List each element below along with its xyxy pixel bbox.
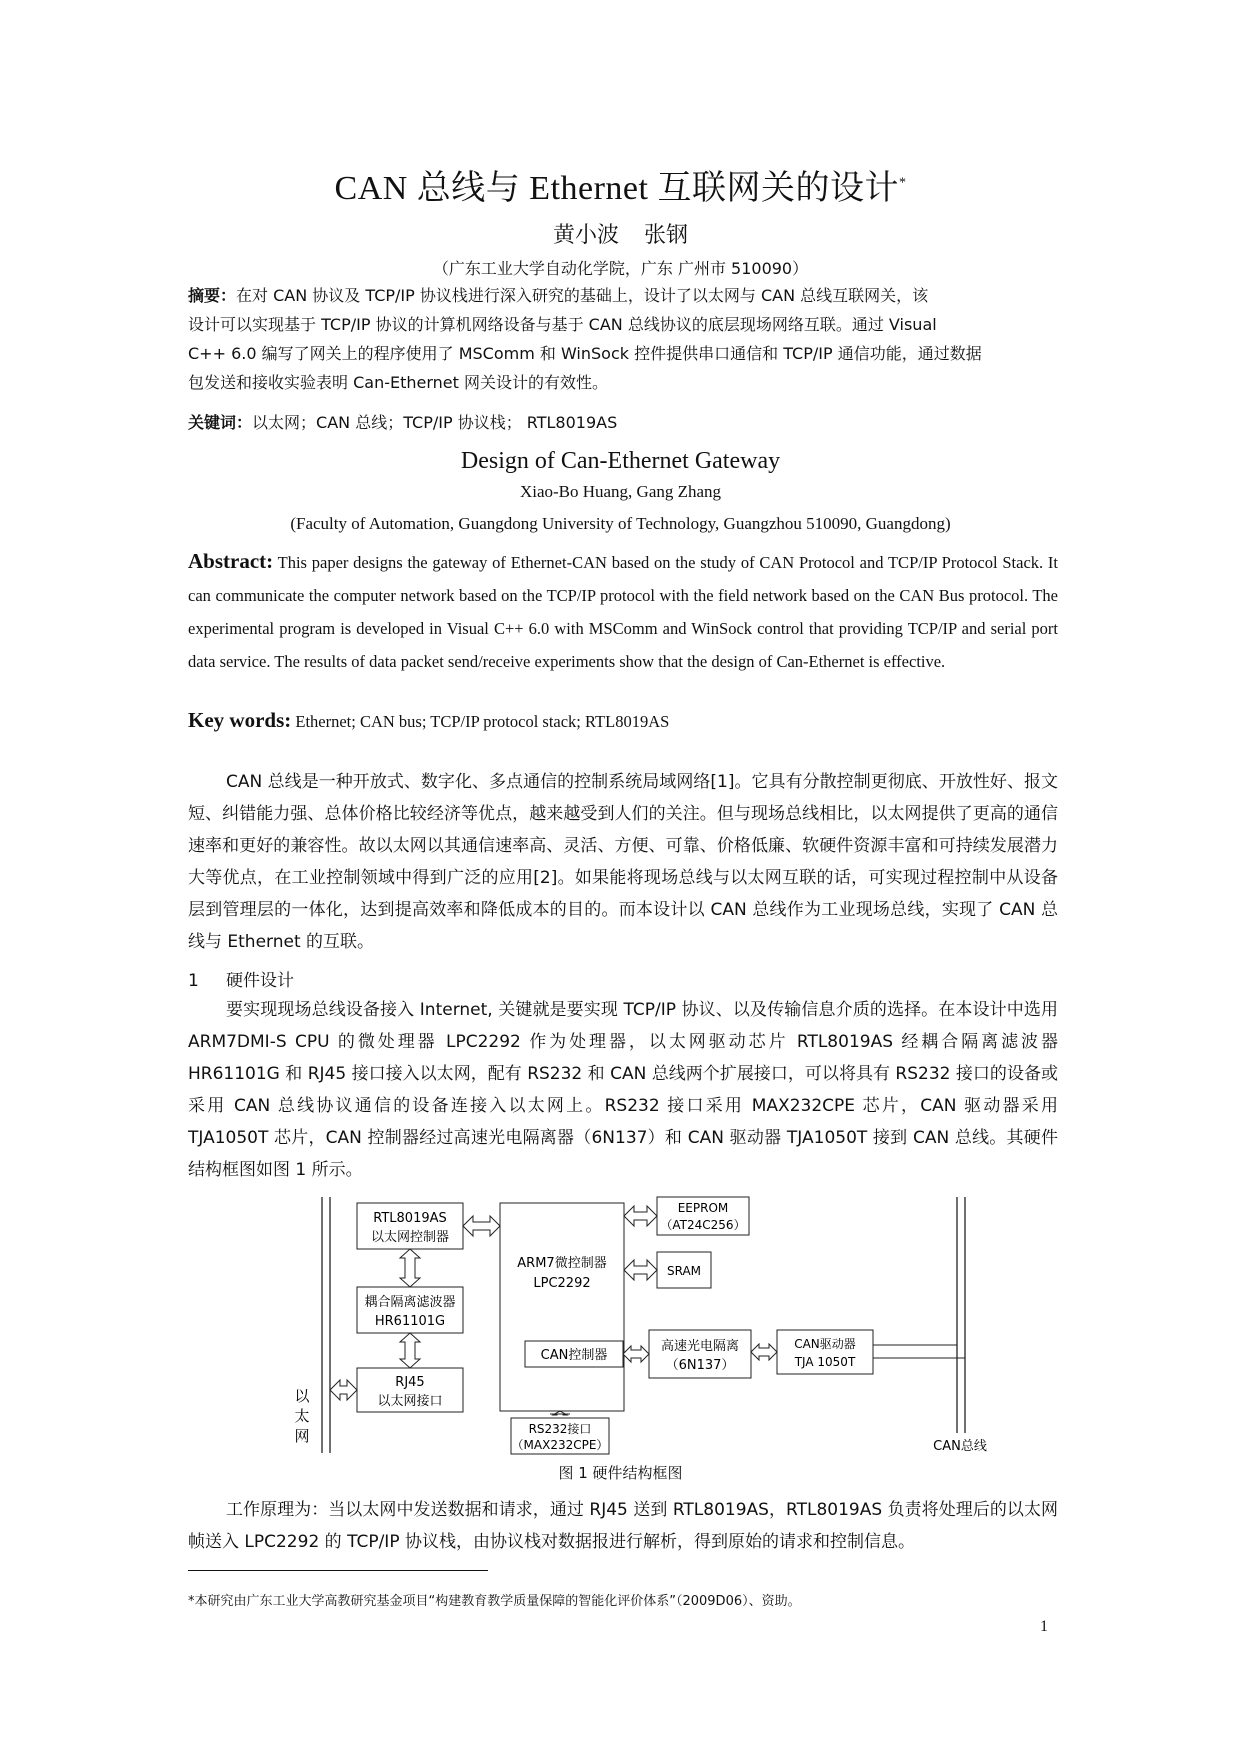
filter-label: HR61101G	[374, 1314, 446, 1329]
rtl8019as-label: 以太网控制器	[370, 1230, 450, 1245]
ethernet-label: 网	[294, 1427, 310, 1445]
title-text: CAN 总线与 Ethernet 互联网关的设计	[334, 170, 899, 207]
english-abstract-label: Abstract:	[188, 549, 274, 573]
filter-label: 耦合隔离滤波器	[364, 1295, 456, 1310]
can-controller-label: CAN控制器	[540, 1348, 608, 1363]
can-bus-label: CAN总线	[933, 1439, 987, 1454]
hardware-paragraph: 要实现现场总线设备接入 Internet, 关键就是要实现 TCP/IP 协议、以及传输信息介质的选择。在本设计中选用 ARM7DMI-S CPU 的微处理器 LPC2292 作为处理器，以太网驱动芯片 RTL8019AS 经耦合隔离滤波器 HR61101G 和 RJ45 接口接入以太网，配有 RS232 和 CAN 总线两个扩展接口，可以将具有 RS232 接口的设备或采用 CAN 总线协议通信的设备连接入以太网上。RS232 接口采用 MAX232CPE 芯片，CAN 驱动器采用 TJA1050T 芯片，CAN 控制器经过高速光电隔离器（6N137）和 CAN 驱动器 TJA1050T 接到 CAN 总线。其硬件结构框图如图 1 所示。	[188, 1000, 1058, 1180]
opto-label: （6N137）	[665, 1358, 735, 1373]
double-arrow-icon	[624, 1260, 657, 1280]
abstract-cn-label: 摘要：	[188, 286, 237, 305]
page-number: 1	[1040, 1618, 1048, 1635]
abstract-cn-line: 包发送和接收实验表明 Can-Ethernet 网关设计的有效性。	[188, 373, 608, 392]
arm-label: ARM7微控制器	[517, 1256, 607, 1271]
abstract-cn-line: 设计可以实现基于 TCP/IP 协议的计算机网络设备与基于 CAN 总线协议的底层现场网络互联。通过 Visual	[188, 315, 937, 334]
affiliation: （广东工业大学自动化学院，广东 广州市 510090）	[432, 259, 809, 278]
section-title: 硬件设计	[226, 971, 294, 991]
rj45-label: 以太网接口	[377, 1394, 443, 1409]
double-arrow-vertical-icon	[400, 1333, 420, 1368]
eeprom-label: EEPROM	[677, 1201, 729, 1215]
abstract-cn-line	[188, 281, 1058, 310]
keywords-cn-label: 关键词：	[188, 413, 253, 432]
abstract-cn-line: C++ 6.0 编写了网关上的程序使用了 MSComm 和 WinSock 控件提供串口通信和 TCP/IP 通信功能，通过数据	[188, 344, 982, 363]
double-arrow-icon	[623, 1346, 649, 1362]
eeprom-label: （AT24C256）	[660, 1218, 746, 1232]
double-arrow-icon	[463, 1216, 500, 1236]
opto-label: 高速光电隔离	[660, 1339, 740, 1354]
arm-mcu-box	[500, 1203, 624, 1411]
english-title: Design of Can-Ethernet Gateway	[460, 448, 781, 474]
ethernet-label: 以	[294, 1387, 310, 1405]
english-affiliation: (Faculty of Automation, Guangdong University of Technology, Guangzhou 510090, Guangdong)	[290, 514, 951, 533]
abstract-cn	[188, 281, 1058, 397]
keywords-cn-text: 以太网；CAN 总线；TCP/IP 协议栈； RTL8019AS	[252, 413, 618, 432]
rs232-label: （MAX232CPE）	[511, 1438, 609, 1452]
can-driver-label: TJA 1050T	[794, 1355, 856, 1369]
hardware-block-diagram	[280, 1195, 1000, 1457]
rtl8019as-label: RTL8019AS	[373, 1211, 447, 1226]
principle-paragraph: 工作原理为：当以太网中发送数据和请求，通过 RJ45 送到 RTL8019AS，RTL8019AS 负责将处理后的以太网帧送入 LPC2292 的 TCP/IP 协议栈，由协议栈对数据报进行解析，得到原始的请求和控制信息。	[188, 1500, 1058, 1552]
abstract-cn-text: 在对 CAN 协议及 TCP/IP 协议栈进行深入研究的基础上，设计了以太网与 CAN 总线互联网关，该	[236, 286, 929, 305]
rj45-label: RJ45	[395, 1375, 425, 1390]
sram-label: SRAM	[666, 1264, 702, 1278]
title-footnote-mark: *	[898, 175, 907, 191]
english-keywords-text: Ethernet; CAN bus; TCP/IP protocol stack; RTL8019AS	[295, 712, 670, 731]
english-abstract	[188, 545, 1058, 678]
section-number: 1	[188, 971, 199, 991]
figure-caption: 图 1 硬件结构框图	[558, 1464, 683, 1482]
double-arrow-icon	[624, 1206, 657, 1226]
english-keywords	[188, 708, 669, 733]
arm-label: LPC2292	[533, 1276, 591, 1291]
rs232-label: RS232接口	[528, 1422, 592, 1436]
keywords-cn	[188, 410, 617, 433]
english-abstract-text: This paper designs the gateway of Ethernet-CAN based on the study of CAN Protocol and TCP/IP Protocol Stack. It can communicate the computer network based on the TCP/IP protocol with the field network based on the CAN Bus protocol. The experimental program is developed in Visual C++ 6.0 with MSComm and WinSock control that providing TCP/IP and serial port data service. The results of data packet send/receive experiments show that the design of Can-Ethernet is effective.	[188, 553, 1059, 671]
double-arrow-icon	[330, 1380, 357, 1400]
section-heading	[188, 966, 294, 991]
double-arrow-vertical-icon	[400, 1249, 420, 1287]
can-driver-label: CAN驱动器	[794, 1337, 856, 1351]
english-authors: Xiao-Bo Huang, Gang Zhang	[519, 482, 722, 501]
ethernet-label: 太	[294, 1407, 310, 1425]
intro-paragraph: CAN 总线是一种开放式、数字化、多点通信的控制系统局域网络[1]。它具有分散控制更彻底、开放性好、报文短、纠错能力强、总体价格比较经济等优点，越来越受到人们的关注。但与现场总线相比，以太网提供了更高的通信速率和更好的兼容性。故以太网以其通信速率高、灵活、方便、可靠、价格低廉、软硬件资源丰富和可持续发展潜力大等优点，在工业控制领域中得到广泛的应用[2]。如果能将现场总线与以太网互联的话，可实现过程控制中从设备层到管理层的一体化，达到提高效率和降低成本的目的。而本设计以 CAN 总线作为工业现场总线，实现了 CAN 总线与 Ethernet 的互联。	[188, 772, 1058, 952]
paper-title	[0, 160, 1241, 209]
footnote-rule	[188, 1570, 488, 1571]
authors: 黄小波 张钢	[553, 223, 688, 248]
double-arrow-icon	[751, 1344, 777, 1360]
footnote: *本研究由广东工业大学高教研究基金项目“构建教育教学质量保障的智能化评价体系”（2009D06）、资助。	[188, 1594, 801, 1609]
english-keywords-label: Key words:	[188, 708, 292, 732]
